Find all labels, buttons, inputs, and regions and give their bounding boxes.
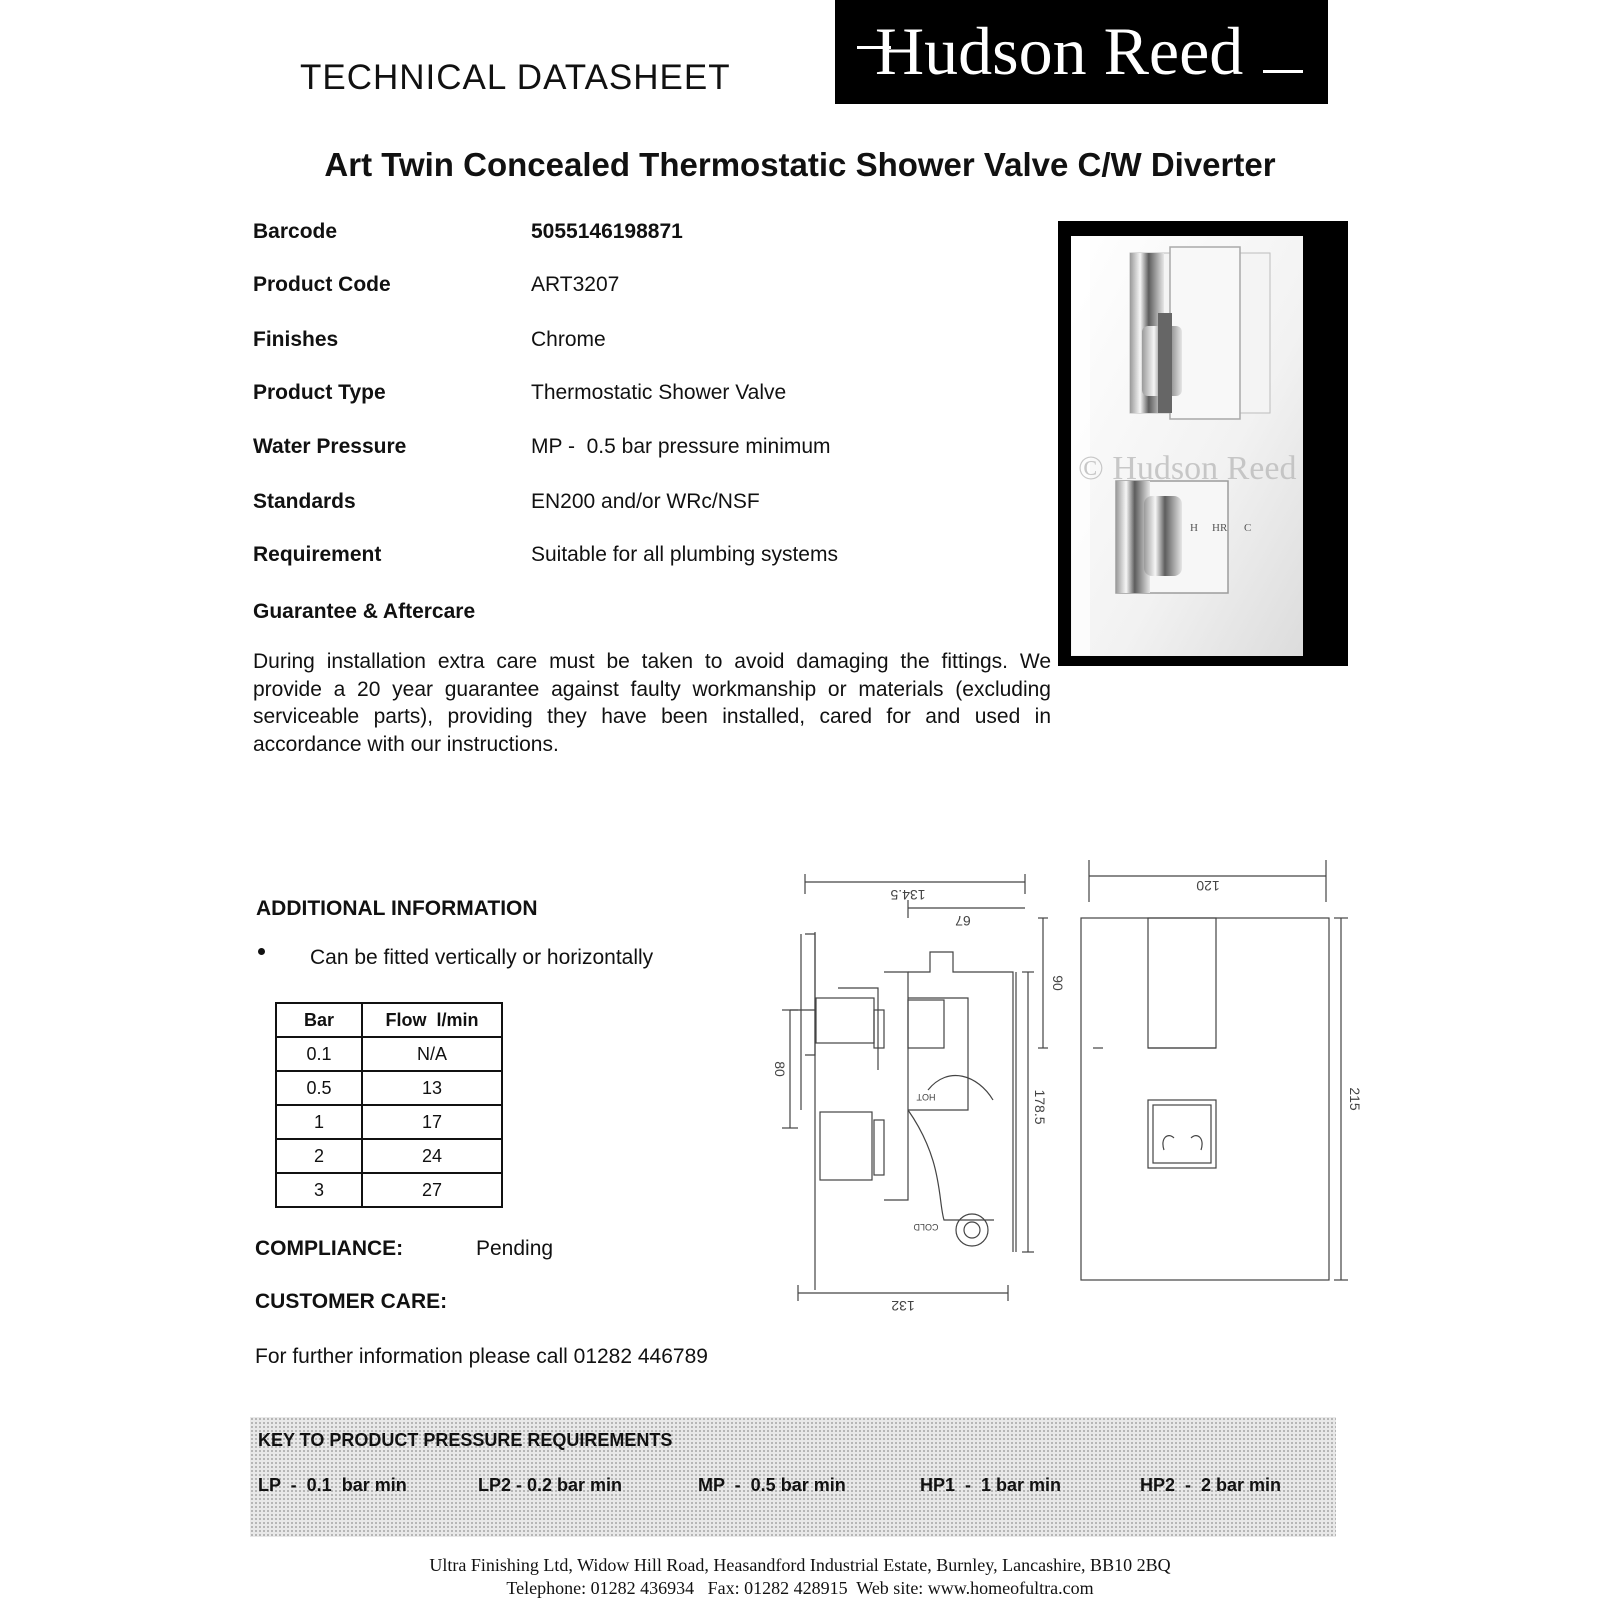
spec-row-standards xyxy=(253,490,1033,520)
table-cell: 0.5 xyxy=(276,1071,362,1105)
spec-label: Product Code xyxy=(253,273,391,296)
brand-logo xyxy=(835,0,1328,104)
column-header-flow: Flow l/min xyxy=(362,1003,502,1037)
spec-value: Suitable for all plumbing systems xyxy=(531,543,838,566)
pressure-key-lp: LP - 0.1 bar min xyxy=(258,1475,407,1495)
spec-row-water-pressure xyxy=(253,435,1033,465)
table-cell: 13 xyxy=(362,1071,502,1105)
dimension-drawing xyxy=(758,860,1363,1340)
customer-care-text: For further information please call 01282 446789 xyxy=(255,1345,708,1368)
document-title: TECHNICAL DATASHEET xyxy=(300,58,731,97)
dimension-label: 215 xyxy=(1347,1087,1363,1111)
dimension-label: 80 xyxy=(772,1061,788,1077)
pressure-key-mp: MP - 0.5 bar min xyxy=(698,1475,846,1495)
dimension-label: 90 xyxy=(1050,975,1066,991)
product-photo xyxy=(1058,221,1348,666)
table-cell: 24 xyxy=(362,1139,502,1173)
pressure-key-hp2: HP2 - 2 bar min xyxy=(1140,1475,1282,1495)
dial-mark-cold: C xyxy=(1244,522,1252,534)
table-row xyxy=(276,1071,502,1105)
pressure-key-title: KEY TO PRODUCT PRESSURE REQUIREMENTS xyxy=(258,1430,673,1450)
spec-value: EN200 and/or WRc/NSF xyxy=(531,490,760,513)
table-cell: 3 xyxy=(276,1173,362,1207)
table-cell: 1 xyxy=(276,1105,362,1139)
spec-value: MP - 0.5 bar pressure minimum xyxy=(531,435,831,458)
dial-mark-hot: H xyxy=(1190,522,1198,534)
customer-care-label: CUSTOMER CARE: xyxy=(255,1290,448,1313)
brand-name: Hudson Reed xyxy=(875,13,1244,89)
footer-contact: Telephone: 01282 436934 Fax: 01282 428915 Web site: www.homeofultra.com xyxy=(506,1578,1094,1598)
spec-row-finishes xyxy=(253,328,1033,358)
spec-row-barcode xyxy=(253,220,1033,250)
spec-label: Requirement xyxy=(253,543,382,566)
compliance-value: Pending xyxy=(476,1237,554,1260)
table-cell: 2 xyxy=(276,1139,362,1173)
flow-rate-table xyxy=(275,1002,503,1208)
table-row xyxy=(276,1037,502,1071)
spec-label: Standards xyxy=(253,490,356,513)
spec-label: Barcode xyxy=(253,220,338,243)
guarantee-text: During installation extra care must be taken to avoid damaging the fittings. We provide a 20 year guarantee against faulty workmanship or materials (excluding serviceable parts), providing they have been installed, cared for and used in accordance with our instructions. xyxy=(253,650,1051,756)
bullet-icon xyxy=(258,948,265,955)
dial-mark-logo: HR xyxy=(1212,522,1228,534)
spec-row-requirement xyxy=(253,543,1033,573)
dimension-label: 178.5 xyxy=(1032,1089,1048,1125)
logo-line-right xyxy=(1263,70,1303,73)
column-header-bar: Bar xyxy=(276,1003,362,1037)
spec-label: Water Pressure xyxy=(253,435,407,458)
spec-label: Product Type xyxy=(253,381,386,404)
photo-watermark: © Hudson Reed xyxy=(1078,450,1297,487)
guarantee-heading: Guarantee & Aftercare xyxy=(253,600,476,623)
pressure-key-panel xyxy=(250,1417,1336,1537)
table-cell: 17 xyxy=(362,1105,502,1139)
pressure-key-lp2: LP2 - 0.2 bar min xyxy=(478,1475,623,1495)
dimension-label: 120 xyxy=(1196,878,1220,894)
spec-label: Finishes xyxy=(253,328,339,351)
spec-value: 5055146198871 xyxy=(531,220,683,243)
spec-value: ART3207 xyxy=(531,273,620,296)
cold-label: COLD xyxy=(913,1222,939,1232)
dimension-label: 134.5 xyxy=(890,887,926,903)
bullet-text: Can be fitted vertically or horizontally xyxy=(310,946,654,969)
product-title: Art Twin Concealed Thermostatic Shower Valve C/W Diverter xyxy=(324,146,1276,183)
table-cell: 27 xyxy=(362,1173,502,1207)
table-header-row xyxy=(276,1003,502,1037)
hot-label: HOT xyxy=(916,1092,936,1102)
dimension-label: 67 xyxy=(955,913,971,929)
spec-value: Thermostatic Shower Valve xyxy=(531,381,787,404)
spec-value: Chrome xyxy=(531,328,606,351)
table-row xyxy=(276,1105,502,1139)
footer-address: Ultra Finishing Ltd, Widow Hill Road, Heasandford Industrial Estate, Burnley, Lancashire, BB10 2BQ xyxy=(429,1555,1171,1575)
table-cell: N/A xyxy=(362,1037,502,1071)
table-row xyxy=(276,1173,502,1207)
spec-row-product-type xyxy=(253,381,1033,411)
spec-row-product-code xyxy=(253,273,1033,303)
compliance-label: COMPLIANCE: xyxy=(255,1237,404,1260)
shower-valve-image xyxy=(1058,221,1348,666)
additional-info-heading: ADDITIONAL INFORMATION xyxy=(256,897,538,920)
table-cell: 0.1 xyxy=(276,1037,362,1071)
pressure-key-hp1: HP1 - 1 bar min xyxy=(920,1475,1062,1495)
table-row xyxy=(276,1139,502,1173)
dimension-label: 132 xyxy=(891,1298,915,1314)
technical-drawing xyxy=(758,860,1363,1340)
